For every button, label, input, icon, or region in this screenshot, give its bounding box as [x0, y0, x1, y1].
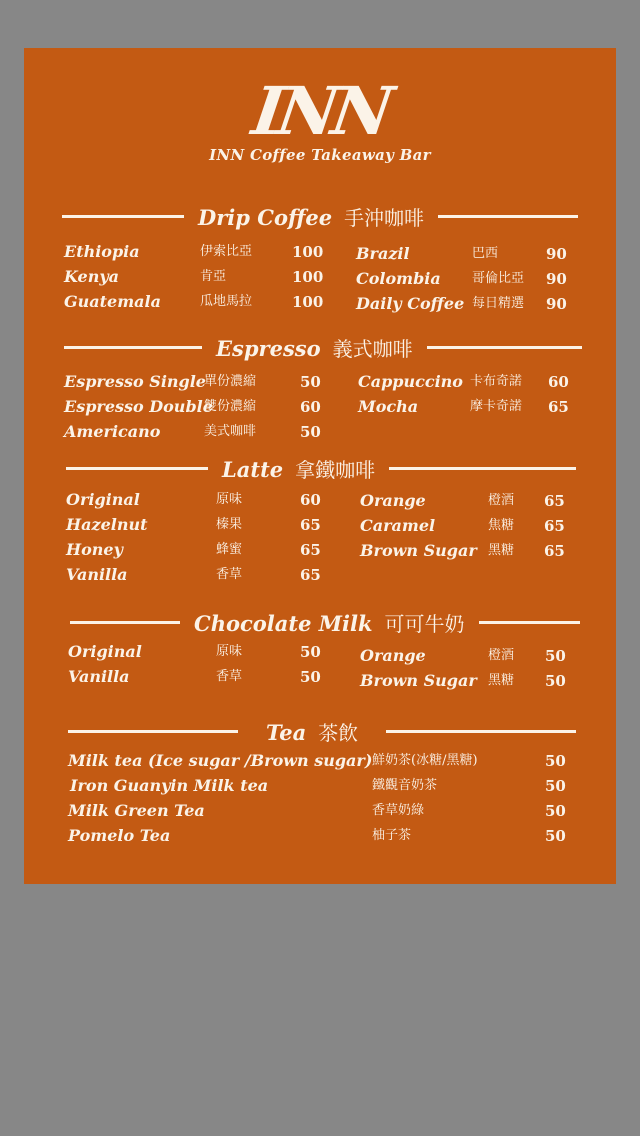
item-price: 50 — [545, 827, 566, 845]
item-name-zh: 黑糖 — [488, 543, 515, 558]
item-price: 50 — [300, 643, 321, 661]
item-name-en: Vanilla — [68, 667, 130, 686]
item-price: 60 — [300, 491, 321, 509]
item-name-en: Original — [66, 490, 140, 509]
menu-board — [24, 48, 616, 884]
item-price: 65 — [544, 542, 565, 560]
item-price: 50 — [545, 752, 566, 770]
section-title — [208, 454, 389, 483]
item-name-zh: 肯亞 — [200, 269, 227, 284]
item-name-en: Daily Coffee — [356, 294, 465, 313]
item-price: 90 — [546, 295, 567, 313]
item-name-zh: 卡布奇諾 — [470, 374, 523, 389]
item-name-en: Honey — [66, 540, 123, 559]
item-price: 50 — [545, 672, 566, 690]
item-name-zh: 原味 — [216, 644, 243, 659]
item-price: 65 — [544, 517, 565, 535]
item-name-zh: 鮮奶茶(冰糖/黑糖) — [372, 753, 478, 768]
item-name-zh: 哥倫比亞 — [472, 271, 525, 286]
item-name-zh: 橙酒 — [488, 648, 515, 663]
section-header-drip — [62, 201, 578, 231]
item-name-zh: 橙酒 — [488, 493, 515, 508]
divider-line — [427, 346, 582, 349]
divider-line — [386, 730, 576, 733]
section-title-en: Tea — [266, 719, 307, 745]
divider-line — [64, 346, 202, 349]
item-name-en: Kenya — [64, 267, 120, 286]
section-title — [180, 608, 479, 637]
item-name-en: Orange — [360, 646, 426, 665]
item-price: 90 — [546, 270, 567, 288]
item-name-zh: 美式咖啡 — [204, 424, 257, 439]
item-name-en: Americano — [64, 422, 161, 441]
section-title-zh: 可可牛奶 — [384, 611, 465, 636]
item-price: 90 — [546, 245, 567, 263]
divider-line — [479, 621, 581, 624]
item-name-zh: 榛果 — [216, 517, 243, 532]
item-name-zh: 原味 — [216, 492, 243, 507]
item-name-zh: 黑糖 — [488, 673, 515, 688]
item-name-zh: 每日精選 — [472, 296, 525, 311]
item-name-en: Hazelnut — [66, 515, 148, 534]
item-name-zh: 香草 — [216, 669, 243, 684]
item-price: 50 — [545, 777, 566, 795]
section-title-en: Drip Coffee — [198, 204, 333, 230]
section-title-zh: 茶飲 — [318, 720, 359, 745]
item-name-en: Original — [68, 642, 142, 661]
item-name-zh: 柚子茶 — [372, 828, 412, 843]
item-price: 65 — [548, 398, 569, 416]
divider-line — [62, 215, 184, 218]
item-name-zh: 雙份濃縮 — [204, 399, 257, 414]
item-name-en: Caramel — [360, 516, 436, 535]
item-name-en: Brazil — [356, 244, 410, 263]
divider-line — [68, 730, 238, 733]
item-name-en: Milk Green Tea — [68, 801, 205, 820]
item-name-en: Orange — [360, 491, 426, 510]
item-name-en: Brown Sugar — [360, 671, 477, 690]
item-name-en: Brown Sugar — [360, 541, 477, 560]
item-name-en: Colombia — [356, 269, 441, 288]
item-price: 60 — [300, 398, 321, 416]
item-name-en: Mocha — [358, 397, 419, 416]
item-price: 100 — [292, 293, 324, 311]
section-title-en: Chocolate Milk — [194, 610, 373, 636]
section-header-latte — [66, 453, 576, 483]
item-price: 50 — [300, 373, 321, 391]
item-name-en: Vanilla — [66, 565, 128, 584]
item-name-zh: 伊索比亞 — [200, 244, 253, 259]
section-title — [238, 717, 386, 746]
item-price: 65 — [300, 516, 321, 534]
item-name-zh: 單份濃縮 — [204, 374, 257, 389]
section-title-zh: 手沖咖啡 — [344, 205, 425, 230]
item-name-en: Guatemala — [64, 292, 161, 311]
item-name-en: Iron Guanyin Milk tea — [70, 776, 269, 795]
item-name-en: Espresso Single — [64, 372, 206, 391]
section-header-tea — [68, 716, 576, 746]
item-name-en: Pomelo Tea — [68, 826, 171, 845]
item-name-zh: 摩卡奇諾 — [470, 399, 523, 414]
item-price: 100 — [292, 268, 324, 286]
item-name-en: Cappuccino — [358, 372, 463, 391]
subtitle: INN Coffee Takeaway Bar — [209, 146, 431, 164]
item-name-en: Ethiopia — [64, 242, 140, 261]
item-name-en: Espresso Double — [64, 397, 213, 416]
section-header-espresso — [64, 332, 582, 362]
item-name-zh: 香草 — [216, 567, 243, 582]
item-name-zh: 巴西 — [472, 246, 499, 261]
section-title-en: Latte — [222, 456, 284, 482]
item-price: 100 — [292, 243, 324, 261]
section-title-zh: 拿鐵咖啡 — [295, 457, 376, 482]
item-name-zh: 焦糖 — [488, 518, 515, 533]
item-name-zh: 鐵觀音奶茶 — [372, 778, 438, 793]
item-price: 50 — [545, 802, 566, 820]
item-price: 50 — [300, 668, 321, 686]
section-title-en: Espresso — [216, 335, 321, 361]
divider-line — [438, 215, 578, 218]
logo: INN — [247, 72, 393, 150]
section-title — [202, 333, 427, 362]
item-price: 65 — [544, 492, 565, 510]
item-name-zh: 蜂蜜 — [216, 542, 243, 557]
item-name-zh: 香草奶綠 — [372, 803, 425, 818]
section-header-chocolate — [70, 607, 580, 637]
item-price: 65 — [300, 566, 321, 584]
item-price: 50 — [545, 647, 566, 665]
item-name-zh: 瓜地馬拉 — [200, 294, 253, 309]
section-title — [184, 202, 438, 231]
section-title-zh: 義式咖啡 — [332, 336, 413, 361]
item-price: 60 — [548, 373, 569, 391]
item-price: 50 — [300, 423, 321, 441]
item-price: 65 — [300, 541, 321, 559]
divider-line — [66, 467, 208, 470]
divider-line — [70, 621, 180, 624]
item-name-en: Milk tea (Ice sugar /Brown sugar) — [68, 751, 373, 770]
divider-line — [389, 467, 576, 470]
